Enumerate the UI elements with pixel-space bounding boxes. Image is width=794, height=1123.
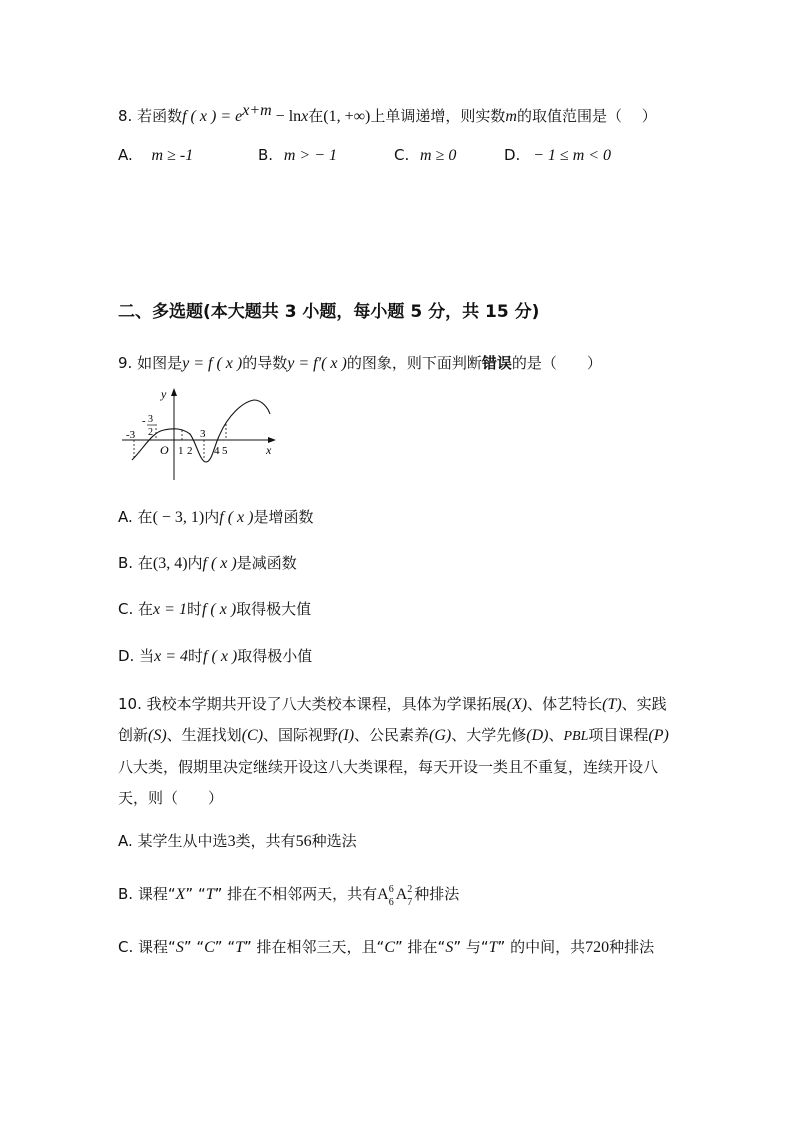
tick-1: 1 bbox=[178, 445, 184, 457]
tick-neg32-den: 2 bbox=[148, 427, 153, 438]
q10-stem: 10. 我校本学期共开设了八大类校本课程，具体为学课拓展(X)、体艺特长(T)、实践创新(S)、生涯找划(C)、国际视野(I)、公民素养(G)、大学先修(D)、PBL项目课程(P)八大类，假期里决定继续开设这八大类课程，每天开设一类且不重复，连续开设八天，则（ ） bbox=[118, 695, 669, 807]
tick-5: 5 bbox=[222, 445, 228, 457]
y-axis-arrow bbox=[171, 388, 177, 396]
x-axis-label: x bbox=[266, 443, 272, 457]
q9-option-a[interactable]: A. 在( − 3, 1)内f ( x )是增函数 bbox=[118, 508, 314, 526]
q8-option-a[interactable]: A. m ≥ -1 bbox=[118, 146, 194, 164]
q8-stem: 8. 若函数f ( x ) = $e^{x+m} - \ln x$在(1, +∞)上单调递增，则实数m的取值范围是（ ） bbox=[118, 102, 657, 125]
q9-option-b[interactable]: B. 在(3, 4)内f ( x )是减函数 bbox=[118, 554, 297, 572]
q9-stem: 9. 如图是y = f ( x )的导数y = f′( x )的图象，则下面判断错误的是（ ） bbox=[118, 354, 602, 372]
q8-number: 8. bbox=[118, 107, 133, 125]
tick-3: 3 bbox=[200, 428, 206, 440]
tick-4: 4 bbox=[214, 445, 220, 457]
q8-option-b[interactable]: B. m > − 1 bbox=[258, 146, 337, 164]
tick-neg3: -3 bbox=[126, 429, 136, 441]
q10-option-c[interactable]: C. 课程“S” “C” “T” 排在相邻三天，且“C” 排在“S” 与“T” 的中间，共720种排法 bbox=[118, 938, 655, 956]
q9-option-c[interactable]: C. 在x = 1时f ( x )取得极大值 bbox=[118, 600, 312, 618]
y-axis-label: y bbox=[161, 387, 167, 401]
tick-neg32-num: 3 bbox=[148, 414, 153, 425]
q10-number: 10. bbox=[118, 695, 142, 713]
q9-option-d[interactable]: D. 当x = 4时f ( x )取得极小值 bbox=[118, 647, 313, 665]
q10-option-a[interactable]: A. 某学生从中选3类，共有56种选法 bbox=[118, 832, 357, 850]
q8-option-d[interactable]: D. − 1 ≤ m < 0 bbox=[504, 146, 612, 164]
q10-option-b[interactable]: B. 课程“X” “T” 排在不相邻两天，共有A 6 6 A 2 7 种排法 bbox=[118, 884, 460, 908]
origin-label: O bbox=[160, 443, 169, 457]
q8-option-c[interactable]: C. m ≥ 0 bbox=[394, 146, 457, 164]
q9-number: 9. bbox=[118, 354, 133, 372]
section-2-heading: 二、多选题(本大题共 3 小题，每小题 5 分，共 15 分) bbox=[118, 302, 540, 322]
tick-neg32-sign: - bbox=[142, 415, 146, 427]
derivative-graph bbox=[118, 384, 278, 484]
tick-2: 2 bbox=[187, 445, 193, 457]
